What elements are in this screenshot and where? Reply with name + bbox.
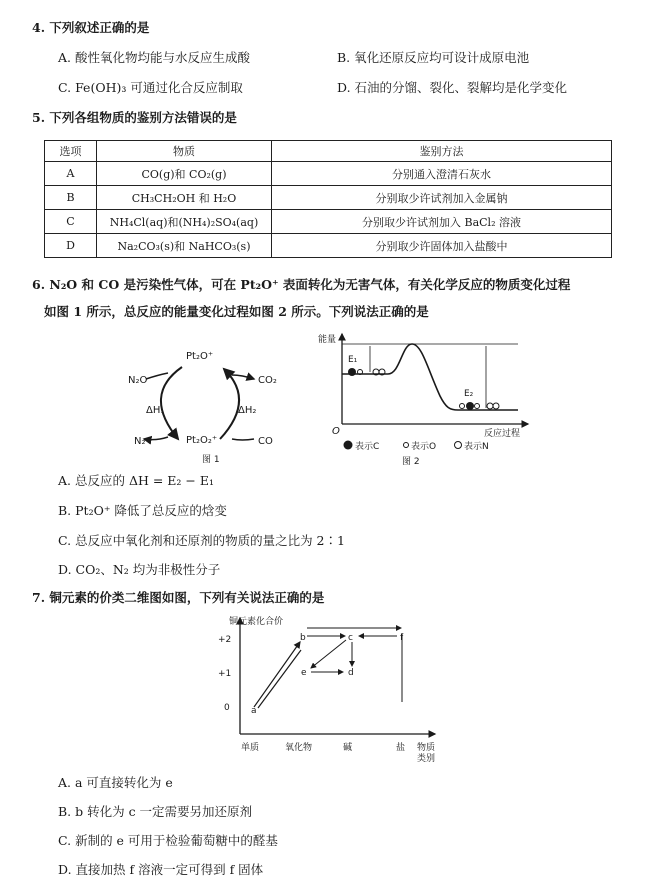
cell-option: C <box>45 210 97 234</box>
co2-out-arrow <box>232 375 254 379</box>
x-tick-element: 单质 <box>241 743 260 753</box>
q6-option-d: D. CO₂、N₂ 均为非极性分子 <box>58 562 221 577</box>
e2-label: E₂ <box>464 389 474 399</box>
header-method: 鉴别方法 <box>272 141 612 162</box>
point-f: f <box>400 633 404 643</box>
figure-1-caption: 图 1 <box>202 455 220 465</box>
cell-method: 分别通入澄清石灰水 <box>272 162 612 186</box>
x-axis-label-line2: 类别 <box>417 754 436 764</box>
q4-option-a: A. 酸性氧化物均能与水反应生成酸 <box>58 50 250 65</box>
label-n2: N₂ <box>134 436 146 447</box>
table-row <box>45 186 612 210</box>
figure-1-cycle <box>120 345 300 465</box>
y-axis-label: 能量 <box>318 335 337 345</box>
oxygen-atom-icon <box>475 404 480 409</box>
carbon-atom-icon <box>348 368 356 376</box>
x-tick-oxide: 氧化物 <box>285 743 313 753</box>
legend-o-label: 表示O <box>411 442 437 452</box>
q6-option-a: A. 总反应的 ΔH = E₂ − E₁ <box>58 473 214 488</box>
point-c: c <box>348 633 353 643</box>
co-in-arrow <box>232 439 254 440</box>
nitrogen-atom-icon <box>493 403 499 409</box>
q4-option-d: D. 石油的分馏、裂化、裂解均是化学变化 <box>337 80 568 95</box>
q6-option-c: C. 总反应中氧化剂和还原剂的物质的量之比为 2∶1 <box>58 533 345 548</box>
x-tick-salt: 盐 <box>396 743 406 753</box>
x-axis-label: 反应过程 <box>484 429 521 439</box>
legend-oxygen-icon <box>404 443 409 448</box>
x-tick-base: 碱 <box>343 743 353 753</box>
legend-c-label: 表示C <box>355 442 380 452</box>
y-tick-zero: 0 <box>224 703 230 713</box>
q4-stem: 4. 下列叙述正确的是 <box>32 20 150 35</box>
y-axis-label: 铜元素化合价 <box>229 617 284 627</box>
left-cycle-arrow <box>161 367 182 439</box>
q5-table <box>44 140 612 258</box>
legend-n-label: 表示N <box>464 442 489 452</box>
figure-2-energy-profile <box>318 330 538 472</box>
cell-substance: CO(g)和 CO₂(g) <box>97 162 272 186</box>
cell-method: 分别取少许固体加入盐酸中 <box>272 234 612 258</box>
legend-nitrogen-icon <box>455 442 462 449</box>
label-pt2o: Pt₂O⁺ <box>186 351 214 362</box>
q4-option-c: C. Fe(OH)₃ 可通过化合反应制取 <box>58 80 243 95</box>
label-co: CO <box>258 436 273 447</box>
energy-curve <box>342 344 518 410</box>
cell-method: 分别取少许试剂加入 BaCl₂ 溶液 <box>272 210 612 234</box>
figure-valence-class-chart <box>215 612 455 767</box>
cell-substance: NH₄Cl(aq)和(NH₄)₂SO₄(aq) <box>97 210 272 234</box>
oxygen-atom-icon <box>460 404 465 409</box>
table-row <box>45 162 612 186</box>
q6-stem-line2: 如图 1 所示，总反应的能量变化过程如图 2 所示。下列说法正确的是 <box>44 304 429 319</box>
point-e: e <box>301 668 307 678</box>
q5-stem: 5. 下列各组物质的鉴别方法错误的是 <box>32 110 237 125</box>
arrow-a-to-e <box>258 650 301 708</box>
cell-substance: CH₃CH₂OH 和 H₂O <box>97 186 272 210</box>
n2-out-arrow <box>144 437 168 440</box>
table-row <box>45 234 612 258</box>
n2o-in-arrow <box>146 373 168 379</box>
origin-label: O <box>332 426 340 437</box>
cell-method: 分别取少许试剂加入金属钠 <box>272 186 612 210</box>
y-tick-plus2: +2 <box>218 635 232 645</box>
label-co2: CO₂ <box>258 375 277 386</box>
q6-option-b: B. Pt₂O⁺ 降低了总反应的焓变 <box>58 503 227 518</box>
cell-option: A <box>45 162 97 186</box>
table-row <box>45 210 612 234</box>
header-substance: 物质 <box>97 141 272 162</box>
nitrogen-atom-icon <box>487 403 493 409</box>
q7-option-b: B. b 转化为 c 一定需要另加还原剂 <box>58 804 253 819</box>
label-dh1: ΔH₁ <box>146 405 165 416</box>
table-header-row <box>45 141 612 162</box>
carbon-atom-icon <box>466 402 474 410</box>
x-axis-label-line1: 物质 <box>417 743 436 753</box>
q6-stem-line1: 6. N₂O 和 CO 是污染性气体，可在 Pt₂O⁺ 表面转化为无害气体，有关化学反应的物质变化过程 <box>32 277 571 292</box>
q7-stem: 7. 铜元素的价类二维图如图，下列有关说法正确的是 <box>32 590 325 605</box>
arrow-c-to-e <box>311 640 346 668</box>
q7-option-c: C. 新制的 e 可用于检验葡萄糖中的醛基 <box>58 833 278 848</box>
legend-carbon-icon <box>344 441 353 450</box>
point-b: b <box>300 633 306 643</box>
figure-2-caption: 图 2 <box>402 457 420 467</box>
cell-option: B <box>45 186 97 210</box>
header-option: 选项 <box>45 141 97 162</box>
y-tick-plus1: +1 <box>218 669 232 679</box>
point-d: d <box>348 668 354 678</box>
cell-option: D <box>45 234 97 258</box>
arrow-a-to-b <box>254 642 300 707</box>
right-cycle-arrow <box>220 369 239 439</box>
label-n2o: N₂O <box>128 375 148 386</box>
cell-substance: Na₂CO₃(s)和 NaHCO₃(s) <box>97 234 272 258</box>
label-dh2: ΔH₂ <box>238 405 257 416</box>
q7-option-d: D. 直接加热 f 溶液一定可得到 f 固体 <box>58 862 264 877</box>
q7-option-a: A. a 可直接转化为 e <box>58 775 173 790</box>
point-a: a <box>251 706 257 716</box>
e1-label: E₁ <box>348 355 358 365</box>
q4-option-b: B. 氧化还原反应均可设计成原电池 <box>337 50 530 65</box>
label-pt2o2: Pt₂O₂⁺ <box>186 435 218 446</box>
